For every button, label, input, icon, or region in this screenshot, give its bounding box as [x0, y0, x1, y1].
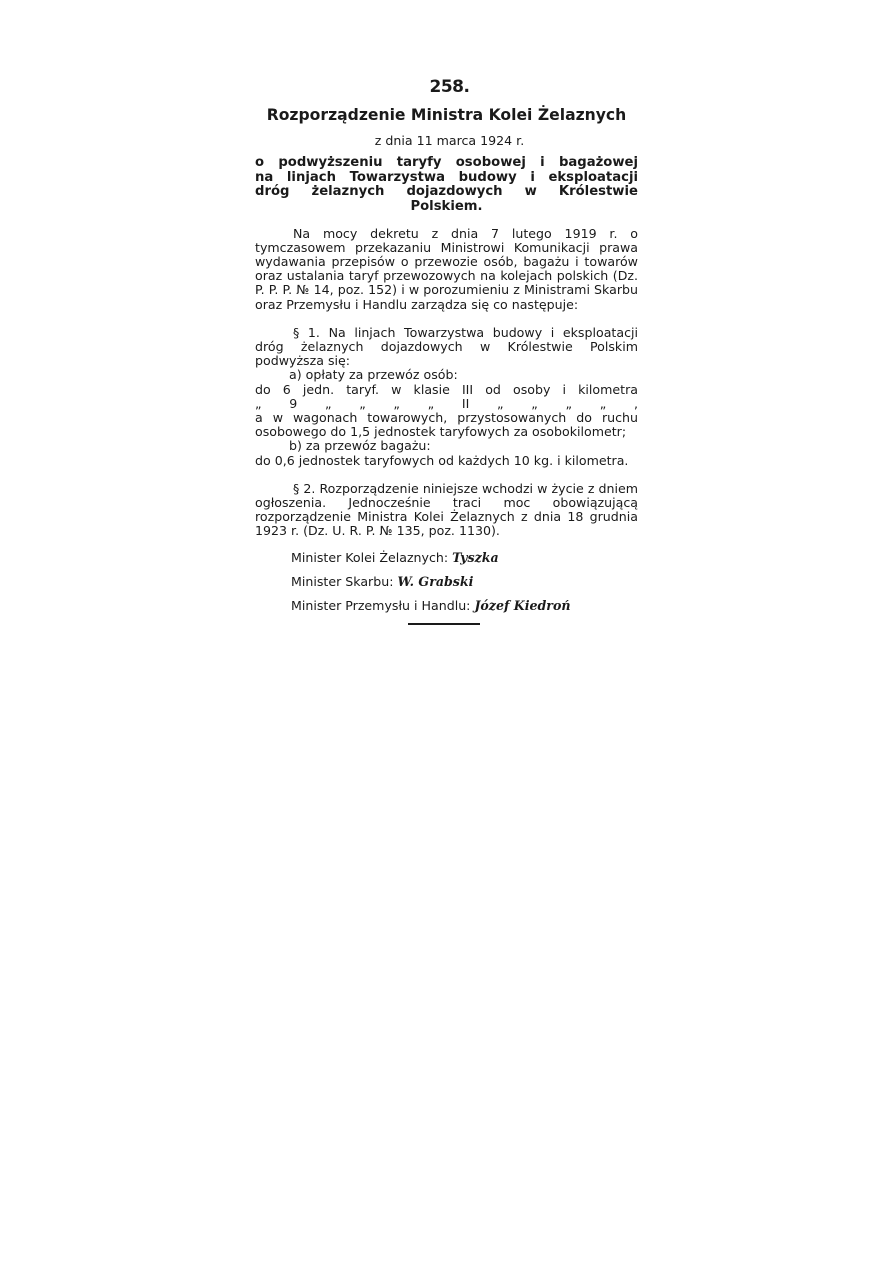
signature-name: W. Grabski — [397, 573, 474, 589]
act-subject — [255, 156, 638, 200]
subject-line-4: Polskiem. — [410, 198, 483, 214]
subject-line-1: o podwyższeniu taryfy osobowej i bagażowej — [255, 155, 638, 171]
freight-wagon-paragraph: a w wagonach towarowych, przystosowanych do ruchu osobowego do 1,5 jednostek taryfowych za osobokilometr; — [255, 410, 638, 440]
signatures — [255, 551, 638, 614]
fare-line-class-ii: „ 9 „ „ „ „ II „ „ „ „ , — [255, 395, 638, 411]
section-1-intro: § 1. Na linjach Towarzystwa budowy i eksploatacji dróg żelaznych dojazdowych w Królestwie Polskim podwyższa się: — [255, 324, 638, 369]
closing-rule — [408, 623, 480, 625]
section-1-b-text: do 0,6 jednostek taryfowych od każdych 10 kg. i kilometra. — [255, 452, 629, 468]
signature-treasury-minister: Minister Skarbu: W. Grabski — [291, 573, 474, 589]
act-date: z dnia 11 marca 1924 r. — [374, 133, 525, 148]
signature-name: Tyszka — [452, 549, 499, 565]
subject-line-3: dróg żelaznych dojazdowych w Królestwie — [255, 184, 638, 200]
section-1-a-label: a) opłaty za przewóz osób: — [289, 367, 458, 383]
act-title: Rozporządzenie Ministra Kolei Żelaznych — [266, 106, 627, 124]
act-number: 258. — [429, 77, 470, 97]
signature-railways-minister: Minister Kolei Żelaznych: Tyszka — [291, 549, 499, 565]
signature-name: Józef Kiedroń — [474, 598, 571, 614]
section-1-b-label: b) za przewóz bagażu: — [289, 438, 431, 454]
document-page — [255, 77, 638, 625]
subject-line-2: na linjach Towarzystwa budowy i eksploatacji — [255, 169, 638, 185]
signature-industry-minister: Minister Przemysłu i Handlu: Józef Kiedroń — [291, 598, 571, 614]
section-2-paragraph: § 2. Rozporządzenie niniejsze wchodzi w życie z dniem ogłoszenia. Jednocześnie traci moc obowiązującą rozporządzenie Ministra Kolei Żelaznych z dnia 18 grudnia 1923 r. (Dz. U. R. P. № 135, poz. 1130). — [255, 480, 638, 539]
preamble-paragraph: Na mocy dekretu z dnia 7 lutego 1919 r. o tymczasowem przekazaniu Ministrowi Komunikacji prawa wydawania przepisów o przewozie osób, bagażu i towarów oraz ustalania taryf przewozowych na kolejach polskich (Dz. P. P. P. № 14, poz. 152) i w porozumieniu z Ministrami Skarbu oraz Przemysłu i Handlu zarządza się co następuje: — [255, 225, 638, 312]
fare-line-class-iii: do 6 jedn. taryf. w klasie III od osoby i kilometra — [255, 381, 638, 397]
